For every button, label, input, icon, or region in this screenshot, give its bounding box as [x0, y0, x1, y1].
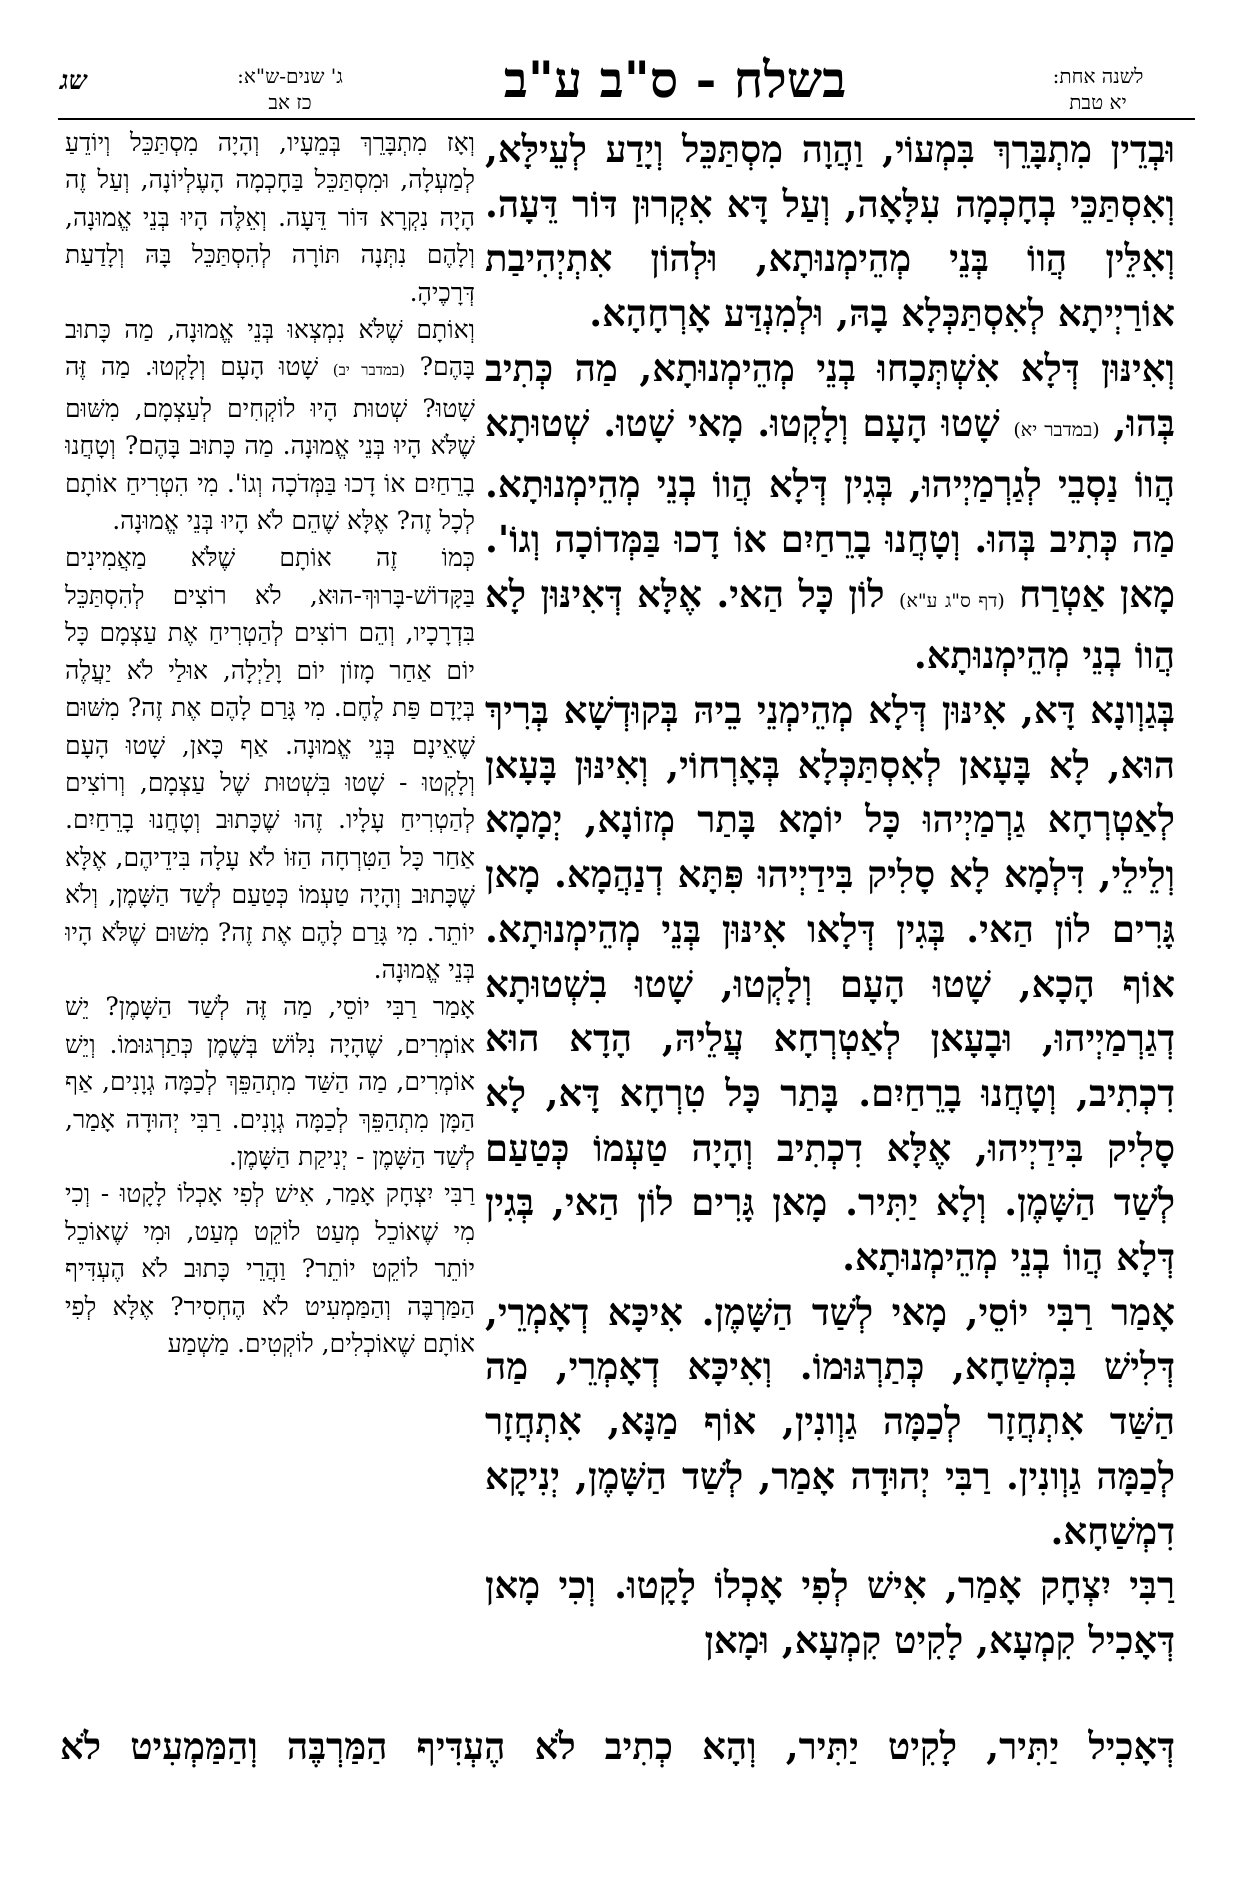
main-paragraph-3: בְּגַוְונָא דָּא, אִינּוּן דְּלָא מְהֵימְנֵי בֵיהּ בְּקוּדְשָׁא בְּרִיךְ הוּא, לָא בָּעָאן לְאִסְתַּכְּלָא בְּאָרְחוֹי, וְאִינּוּן בָּעָאן לְאַטְרְחָא גַרְמַיְיהוּ כָּל יוֹמָא בָּתַר מְזוֹנָא, יְמָמָא וְלֵילֵי, דִּלְמָא לָא סָלִיק בִּידַיְיהוּ פִּתָּא דְנַהֲמָא. מָאן גָּרִים לוֹן הַאי. בְּגִין דְּלָאו אִינּוּן בְּנֵי מְהֵימְנוּתָא. אוֹף הָכָא, שָׁטוּ הָעָם וְלָקְטוּ, שָׁטוּ בִשְׁטוּתָא דְגַרְמַיְיהוּ, וּבָעָאן לְאַטְרְחָא עֲלֵיהּ, הָדָא הוּא דִכְתִיב, וְטָחֲנוּ בָרֵחַיִם. בָּתַר כָּל טִרְחָא דָּא, לָא סָלִיק בִּידַיְיהוּ, אֶלָּא דִכְתִיב וְהָיָה טַעְמוֹ כְּטַעַם לְשַׁד הַשָּׁמֶן. וְלָא יַתִּיר. מָאן גָּרִים לוֹן הַאי, בְּגִין דְּלָא הֲווֹ בְנֵי מְהֵימְנוּתָא.	[485, 688, 1175, 1280]
side-paragraph-2	[65, 311, 475, 539]
header-left-line2: כז אב	[268, 90, 312, 114]
page-number: שג	[60, 66, 87, 96]
header-left-line1: ג' שנים-ש"א:	[237, 64, 343, 88]
bottom-continuation-line: דְּאָכִיל יַתִּיר, לָקִיט יַתִּיר, וְהָא כְתִיב לֹא הֶעְדִּיף הַמַּרְבֶּה וְהַמַּמְעִיט לֹא	[60, 1724, 1175, 1768]
main-text-column	[485, 122, 1175, 1707]
page-title: בשלח - ס"ב ע"ב	[503, 50, 847, 109]
main-paragraph-2-text-a: וְאִינּוּן דְּלָא אִשְׁתְּכָחוּ בְנֵי מְהֵימְנוּתָא, מַה כְּתִיב בְּהוּ,	[485, 345, 1175, 445]
side-paragraph-2-text-b: שָׁטוּ הָעָם וְלָקְטוּ. מַה זֶּה שָׁטוּ? שְׁטוּת הָיוּ לוֹקְחִים לְעַצְמָם, מִשּׁוּם שֶׁלֹּא הָיוּ בְּנֵי אֱמוּנָה. מַה כָּתוּב בָּהֶם? וְטָחֲנוּ בָרֵחַיִם אוֹ דָכוּ בַּמְּדֹכָה וְגוֹ'. מִי הִטְרִיחַ אוֹתָם לְכָל זֶה? אֶלָּא שֶׁהֵם לֹא הָיוּ בְּנֵי אֱמוּנָה.	[65, 352, 475, 536]
main-verse-quote: שָׁטוּ הָעָם וְלָקְטוּ.	[757, 400, 1000, 445]
side-paragraph-1: וְאָז מִתְבָּרֵךְ בְּמֵעָיו, וְהָיָה מִסְתַּכֵּל וְיוֹדֵעַ לְמַעְלָה, וּמִסְתַּכֵּל בַּחָכְמָה הָעֶלְיוֹנָה, וְעַל זֶה הָיָה נִקְרָא דּוֹר דֵּעָה. וְאֵלֶּה הָיוּ בְּנֵי אֱמוּנָה, וְלָהֶם נִתְּנָה תּוֹרָה לְהִסְתַּכֵּל בָּהּ וְלָדַעַת דְּרָכֶיהָ.	[65, 128, 475, 307]
header-study-schedule-three-years	[210, 63, 370, 115]
header-right-line2: יא טבת	[1069, 90, 1127, 114]
side-paragraph-3: כְּמוֹ זֶה אוֹתָם שֶׁלֹּא מַאֲמִינִים בַּקָּדוֹשׁ-בָּרוּךְ-הוּא, לֹא רוֹצִים לְהִסְתַּכֵּל בִּדְרָכָיו, וְהֵם רוֹצִים לְהַטְרִיחַ אֶת עַצְמָם כָּל יוֹם אַחַר מָזוֹן יוֹם וָלַיְלָה, אוּלַי לֹא יַעֲלֶה בְּיָדָם פַּת לֶחֶם. מִי גָּרַם לָהֶם אֶת זֶה? מִשּׁוּם שֶׁאֵינָם בְּנֵי אֱמוּנָה. אַף כָּאן, שָׁטוּ הָעָם וְלָקְטוּ - שָׁטוּ בִּשְׁטוּת שֶׁל עַצְמָם, וְרוֹצִים לְהַטְרִיחַ עָלָיו. זֶהוּ שֶׁכָּתוּב וְטָחֲנוּ בָרֵחַיִם. אַחַר כָּל הַטִּרְחָה הַזּוֹ לֹא עָלָה בִּידֵיהֶם, אֶלָּא שֶׁכָּתוּב וְהָיָה טַעְמוֹ כְּטַעַם לְשַׁד הַשָּׁמֶן, וְלֹא יוֹתֵר. מִי גָּרַם לָהֶם אֶת זֶה? מִשּׁוּם שֶׁלֹּא הָיוּ בְּנֵי אֱמוּנָה.	[65, 543, 475, 984]
header-right-line1: לשנה אחת:	[1052, 64, 1144, 88]
main-paragraph-2	[485, 341, 1175, 683]
main-paragraph-2-text-c: לוֹן כָּל הַאי. אֶלָּא דְּאִינּוּן לָא הֲווֹ בְנֵי מְהֵימְנוּתָא.	[485, 571, 1175, 678]
side-paragraph-2-text-a: וְאוֹתָם שֶׁלֹּא נִמְצְאוּ בְּנֵי אֱמוּנָה, מַה כָּתוּב בָּהֶם?	[65, 315, 475, 382]
main-paragraph-4: אָמַר רַבִּי יוֹסֵי, מָאי לְשַׁד הַשָּׁמֶן. אִיכָּא דְאָמְרֵי, דְּלִישׁ בִּמְשַׁחָא, כְּתַרְגּוּמוֹ. וְאִיכָּא דְאָמְרֵי, מַה הַשַּׁד אִתְחֲזָר לְכַמָּה גַוְונִין, אוֹף מַנָּא, אִתְחֲזָר לְכַמָּה גַוְונִין. רַבִּי יְהוּדָה אָמַר, לְשַׁד הַשָּׁמֶן, יְנִיקָא דִמְשַׁחָא.	[485, 1289, 1175, 1553]
main-paragraph-1: וּבְדֵין מִתְבָּרֵךְ בִּמְעוֹי, וַהֲוָה מִסְתַּכֵּל וְיָדַע לְעֵילָּא, וְאִסְתַּכֵּי בְחָכְמָה עִלָּאָה, וְעַל דָּא אִקְרוּן דּוֹר דֵּעָה. וְאִלֵּין הֲווֹ בְּנֵי מְהֵימְנוּתָא, וּלְהוֹן אִתְיְהִיבַת אוֹרַיְיתָא לְאִסְתַּכְּלָא בָהּ, וּלְמִנְדַּע אָרְחָהָא.	[485, 127, 1175, 336]
side-verse-reference: (במדבר יב)	[332, 361, 405, 380]
side-paragraph-5: רַבִּי יִצְחָק אָמַר, אִישׁ לְפִי אָכְלוֹ לָקָטוּ - וְכִי מִי שֶׁאוֹכֵל מְעַט לוֹקֵט מְעַט, וּמִי שֶׁאוֹכֵל יוֹתֵר לוֹקֵט יוֹתֵר? וַהֲרֵי כָּתוּב לֹא הֶעְדִּיף הַמַּרְבֶּה וְהַמַּמְעִיט לֹא הֶחְסִיר? אֶלָּא לְפִי אוֹתָם שֶׁאוֹכְלִים, לוֹקְטִים. מַשְׁמַע	[65, 1179, 475, 1358]
header-divider	[58, 118, 1195, 120]
translation-column	[65, 124, 475, 1709]
header-study-schedule-one-year	[1018, 63, 1178, 115]
side-paragraph-4: אָמַר רַבִּי יוֹסֵי, מַה זֶּה לְשַׁד הַשָּׁמֶן? יֵשׁ אוֹמְרִים, שֶׁהָיָה נִלּוֹשׁ בְּשֶׁמֶן כְּתַרְגּוּמוֹ. וְיֵשׁ אוֹמְרִים, מַה הַשַּׁד מִתְהַפֵּךְ לְכַמָּה גְוָנִים, אַף הַמָּן מִתְהַפֵּךְ לְכַמָּה גְוָנִים. רַבִּי יְהוּדָה אָמַר, לְשַׁד הַשָּׁמֶן - יְנִיקַת הַשָּׁמֶן.	[65, 992, 475, 1171]
main-page-reference: (דף ס"ג ע"א)	[899, 589, 1005, 612]
main-verse-reference: (במדבר יא)	[1013, 418, 1100, 441]
main-paragraph-5: רַבִּי יִצְחָק אָמַר, אִישׁ לְפִי אָכְלוֹ לָקָטוּ. וְכִי מָאן דְּאָכִיל קִמְעָא, לָקִיט קִמְעָא, וּמָאן	[485, 1563, 1175, 1662]
main-paragraph-2-text-b: מָאי שָׁטוּ. שְׁטוּתָא הֲווֹ נַסְבֵי לְגַרְמַיְיהוּ, בְּגִין דְּלָא הֲווֹ בְנֵי מְהֵימְנוּתָא. מַה כְּתִיב בְּהוּ. וְטָחֲנוּ בָרֵחַיִם אוֹ דָכוּ בַּמְּדוֹכָה וְגוֹ'. מָאן אַטְרַח	[485, 400, 1175, 616]
